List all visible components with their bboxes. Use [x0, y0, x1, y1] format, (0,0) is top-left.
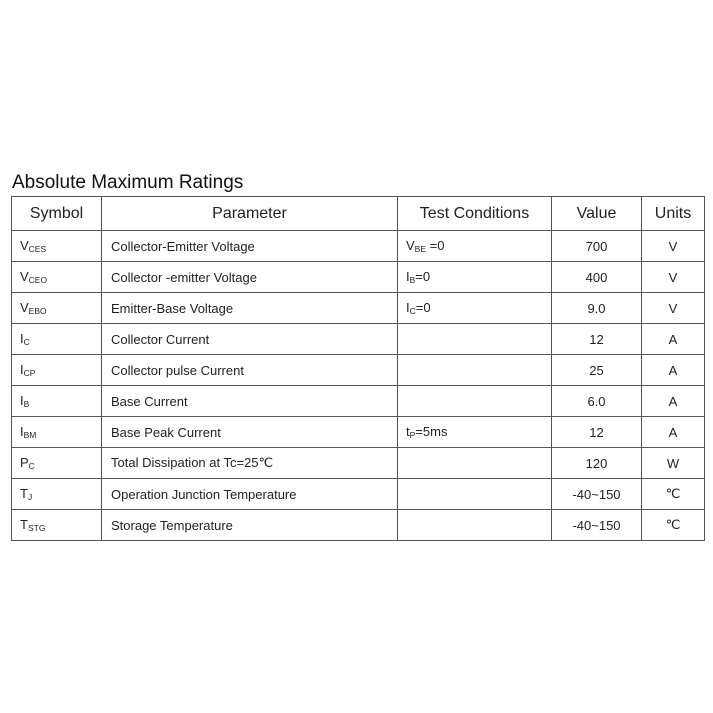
condition-cell: [398, 355, 552, 386]
symbol-letter: T: [20, 486, 28, 501]
column-header-units: Units: [642, 197, 705, 231]
value-cell: 12: [552, 417, 642, 448]
symbol-subscript: EBO: [28, 306, 47, 316]
symbol-cell: [12, 417, 102, 448]
table-row: [12, 231, 705, 262]
header-row: [12, 197, 705, 231]
value-cell: 25: [552, 355, 642, 386]
value-cell: 6.0: [552, 386, 642, 417]
parameter-cell: Emitter-Base Voltage: [102, 293, 398, 324]
condition-letter: I: [406, 300, 410, 315]
symbol-cell: [12, 510, 102, 541]
symbol-cell: [12, 231, 102, 262]
parameter-cell: Collector Current: [102, 324, 398, 355]
column-header-parameter: Parameter: [102, 197, 398, 231]
unit-cell: V: [642, 293, 705, 324]
condition-cell: [398, 293, 552, 324]
symbol-subscript: B: [23, 399, 30, 409]
table-row: [12, 355, 705, 386]
table-row: [12, 262, 705, 293]
value-cell: 400: [552, 262, 642, 293]
condition-value: =0: [415, 300, 431, 315]
symbol-letter: V: [20, 300, 29, 315]
symbol-letter: I: [20, 331, 24, 346]
value-cell: 9.0: [552, 293, 642, 324]
symbol-letter: V: [20, 238, 29, 253]
parameter-cell: Base Current: [102, 386, 398, 417]
condition-cell: [398, 231, 552, 262]
condition-cell: [398, 324, 552, 355]
unit-cell: W: [642, 448, 705, 479]
condition-cell: [398, 510, 552, 541]
condition-subscript: BE: [414, 244, 427, 254]
condition-letter: I: [406, 269, 410, 284]
unit-cell: A: [642, 355, 705, 386]
condition-subscript: B: [409, 275, 416, 285]
table-row: [12, 386, 705, 417]
symbol-letter: T: [20, 517, 28, 532]
value-cell: -40~150: [552, 510, 642, 541]
parameter-cell: Storage Temperature: [102, 510, 398, 541]
symbol-subscript: CP: [23, 368, 36, 378]
symbol-cell: [12, 448, 102, 479]
column-header-symbol: Symbol: [12, 197, 102, 231]
table-row: [12, 448, 705, 479]
value-cell: 700: [552, 231, 642, 262]
unit-cell: V: [642, 231, 705, 262]
table-row: [12, 293, 705, 324]
condition-cell: [398, 448, 552, 479]
table-row: [12, 479, 705, 510]
parameter-cell: Operation Junction Temperature: [102, 479, 398, 510]
symbol-letter: P: [20, 455, 29, 470]
symbol-subscript: J: [27, 492, 33, 502]
condition-value: =5ms: [415, 424, 448, 439]
table-row: [12, 510, 705, 541]
page-title: Absolute Maximum Ratings: [12, 172, 244, 193]
ratings-table: [11, 196, 705, 541]
column-header-conditions: Test Conditions: [398, 197, 552, 231]
condition-cell: [398, 417, 552, 448]
condition-cell: [398, 479, 552, 510]
symbol-subscript: CEO: [28, 275, 48, 285]
condition-cell: [398, 262, 552, 293]
symbol-letter: I: [20, 393, 24, 408]
unit-cell: A: [642, 417, 705, 448]
symbol-cell: [12, 293, 102, 324]
parameter-cell: Collector-Emitter Voltage: [102, 231, 398, 262]
unit-cell: ℃: [642, 510, 705, 541]
parameter-cell: Base Peak Current: [102, 417, 398, 448]
parameter-cell: Collector -emitter Voltage: [102, 262, 398, 293]
symbol-cell: [12, 479, 102, 510]
symbol-subscript: STG: [27, 523, 46, 533]
symbol-subscript: BM: [23, 430, 37, 440]
symbol-letter: I: [20, 424, 24, 439]
condition-letter: V: [406, 238, 415, 253]
value-cell: 120: [552, 448, 642, 479]
symbol-cell: [12, 386, 102, 417]
value-cell: 12: [552, 324, 642, 355]
condition-value: =0: [426, 238, 445, 253]
symbol-cell: [12, 324, 102, 355]
unit-cell: A: [642, 324, 705, 355]
condition-value: =0: [415, 269, 431, 284]
condition-cell: [398, 386, 552, 417]
condition-subscript: C: [409, 306, 416, 316]
symbol-subscript: C: [23, 337, 30, 347]
symbol-cell: [12, 262, 102, 293]
parameter-cell: Collector pulse Current: [102, 355, 398, 386]
value-cell: -40~150: [552, 479, 642, 510]
condition-letter: t: [406, 424, 410, 439]
unit-cell: V: [642, 262, 705, 293]
table-row: [12, 417, 705, 448]
symbol-subscript: CES: [28, 244, 47, 254]
symbol-subscript: C: [28, 461, 35, 471]
symbol-letter: I: [20, 362, 24, 377]
symbol-cell: [12, 355, 102, 386]
parameter-cell: Total Dissipation at Tc=25℃: [102, 448, 398, 479]
unit-cell: ℃: [642, 479, 705, 510]
column-header-value: Value: [552, 197, 642, 231]
symbol-letter: V: [20, 269, 29, 284]
unit-cell: A: [642, 386, 705, 417]
condition-subscript: P: [409, 430, 416, 440]
table-row: [12, 324, 705, 355]
